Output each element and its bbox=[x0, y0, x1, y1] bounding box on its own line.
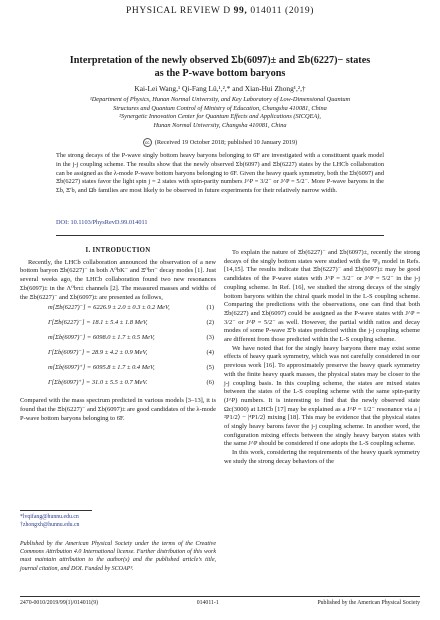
footer-divider bbox=[20, 596, 420, 597]
equation-2: Γ[Ξb(6227)⁻] = 18.1 ± 5.4 ± 1.8 MeV, (2) bbox=[48, 319, 214, 327]
crossmark-icon[interactable]: cc bbox=[143, 138, 152, 147]
right-paragraph-2: We have noted that for the singly heavy baryons there may exist some effects of heavy quark symmetry, which was not carefully considered in our previous work [16]. To approximately preserve the heavy quark symmetry with the finite heavy quark masses, the physical states may be closer to the j-j coupling basis. In this coupling scheme, the states are mixed states between the states of the L-S coupling scheme with the same spin-parity (J^P) numbers. It is interesting to find that the newly observed state Ωc(3000) at LHCb [17] may be explained as a J^P = 1/2⁻ resonance via a |²P1/2⟩ − |⁴P1/2⟩ mixing [18]. This may be evidence that the physical states of singly heavy barons favor the j-j coupling scheme. In another word, the configuration mixing effects between the singly heavy baryon states with the same J^P should be considered if one adopts the L-S coupling scheme. bbox=[224, 344, 420, 448]
footer-publisher: Published by the American Physical Society bbox=[317, 600, 420, 606]
equation-1: m[Ξb(6227)⁻] = 6226.9 ± 2.0 ± 0.3 ± 0.2 MeV, (1) bbox=[48, 304, 214, 312]
equation-block bbox=[20, 304, 216, 394]
article-number: 014011 (2019) bbox=[250, 6, 314, 16]
license-note: Published by the American Physical Society under the terms of the Creative Commons Attribution 4.0 International license. Further distribution of this work must maintain attribution to the author(s) and the published article’s title, journal citation, and DOI. Funded by SCOAP³. bbox=[20, 541, 216, 572]
equation-3: m[Σb(6097)⁻] = 6098.0 ± 1.7 ± 0.5 MeV, (3) bbox=[48, 334, 214, 342]
affiliation-1-cont: Structures and Quantum Control of Ministry of Education, Changsha 410081, China bbox=[113, 104, 327, 112]
right-paragraph-1: To explain the nature of Ξb(6227)⁻ and Σb(6097)±, recently the strong decays of the singly bottom states were studied with the ³P₀ model in Refs. [14,15]. The results indicate that Ξb(6227)⁻ and Σb(6097)± may be good candidates of the P-wave states with J^P = 3/2⁻ or J^P = 5/2⁻ in the j-j coupling scheme. In Ref. [16], we studied the strong decays of the singly bottom baryons within the chiral quark model in the L-S coupling scheme. Comparing the predictions with the observations, one can find that both Ξb(6227) and Σb(6097) could be assigned as the P-wave states with J^P = 3/2⁻ or J^P = 5/2⁻ as well. However, the partial width ratios and decay modes of some P-wave Ξ′b states predicted within the j-j coupling scheme are different from those predicted within the L-S coupling scheme. bbox=[224, 249, 420, 344]
footnote-email-1[interactable]: *lvqifang@hunnu.edu.cn bbox=[20, 514, 79, 520]
doi-link[interactable]: DOI: 10.1103/PhysRevD.99.014011 bbox=[56, 219, 148, 226]
left-column bbox=[20, 247, 216, 423]
right-column bbox=[224, 249, 420, 467]
footer-page-number: 014011-1 bbox=[196, 600, 219, 606]
right-paragraph-3: In this work, considering the requirements of the heavy quark symmetry we study the strong decay behaviors of the bbox=[224, 449, 420, 465]
footnote-email-2[interactable]: †zhongxh@hunnu.edu.cn bbox=[20, 521, 80, 528]
journal-name: PHYSICAL REVIEW D bbox=[126, 6, 231, 16]
abstract-divider bbox=[56, 235, 384, 236]
footnote-divider bbox=[20, 510, 92, 511]
equation-6: Γ[Σb(6097)⁺] = 31.0 ± 5.5 ± 0.7 MeV. (6) bbox=[48, 379, 214, 387]
affiliation-2-cont: Hunan Normal University, Changsha 410081, China bbox=[153, 121, 287, 129]
title-line-2: as the P-wave bottom baryons bbox=[154, 68, 286, 79]
section-heading-introduction: I. INTRODUCTION bbox=[85, 247, 151, 254]
received-date bbox=[0, 138, 440, 147]
intro-paragraph-1: Recently, the LHCb collaboration announced the observation of a new bottom baryon Ξb(6227)⁻ in both Λ⁰bK⁻ and Ξ⁰bπ⁻ decay modes [1]. Just several weeks ago, the LHCb collaboration found two new resonances Σb(6097)± in the Λ⁰bπ± channels [2]. The measured masses and widths of the Ξb(6227)⁻ and Σb(6097)± are presented as follows, bbox=[20, 258, 216, 301]
affiliation-1: ¹Department of Physics, Hunan Normal University, and Key Laboratory of Low-Dimensional Quantum bbox=[89, 96, 351, 103]
journal-volume: 99, bbox=[233, 6, 248, 16]
equation-4: Γ[Σb(6097)⁻] = 28.9 ± 4.2 ± 0.9 MeV, (4) bbox=[48, 349, 214, 357]
paper-title bbox=[30, 54, 410, 80]
affiliation-2: ²Synergetic Innovation Center for Quantum Effects and Applications (SICQEA), bbox=[119, 113, 321, 121]
received-text: (Received 19 October 2018; published 10 January 2019) bbox=[154, 138, 298, 146]
page-footer bbox=[20, 600, 420, 606]
title-line-1: Interpretation of the newly observed Σb(6097)± and Ξb(6227)− states bbox=[69, 55, 371, 66]
footnotes bbox=[20, 514, 216, 529]
intro-paragraph-2: Compared with the mass spectrum predicted in various models [3–13], it is found that the Ξb(6227)⁻ and Σb(6097)± are good candidates of the λ-mode P-wave bottom baryons belonging to 6̄F. bbox=[20, 397, 216, 422]
footer-issn: 2470-0010/2019/99(1)/014011(9) bbox=[20, 600, 99, 606]
author-list: Kai-Lei Wang,¹ Qi-Fang Lü,¹,²,* and Xian-Hui Zhong¹,²,† bbox=[134, 84, 306, 93]
affiliations bbox=[30, 96, 410, 130]
abstract: The strong decays of the P-wave singly bottom heavy baryons belonging to 6̄F are investigated with a constituent quark model in the j-j coupling scheme. The results show that the newly observed Σb(6097) and Ξb(6227) states by the LHCb collaboration can be assigned as the λ-mode P-wave bottom baryons belonging to 6̄F. Given the heavy quark symmetry, both the Σb(6097) and Ξb(6227) states favor the light spin j = 2 states with spin-parity numbers J^P = 3/2⁻ or J^P = 5/2⁻. More P-wave baryons in the Σb, Ξ′b, and Ωb families are most likely to be observed in future experiments for their relatively narrow width. bbox=[56, 152, 384, 194]
journal-header bbox=[0, 6, 440, 16]
equation-5: m[Σb(6097)⁺] = 6095.8 ± 1.7 ± 0.4 MeV, (5) bbox=[48, 364, 214, 372]
